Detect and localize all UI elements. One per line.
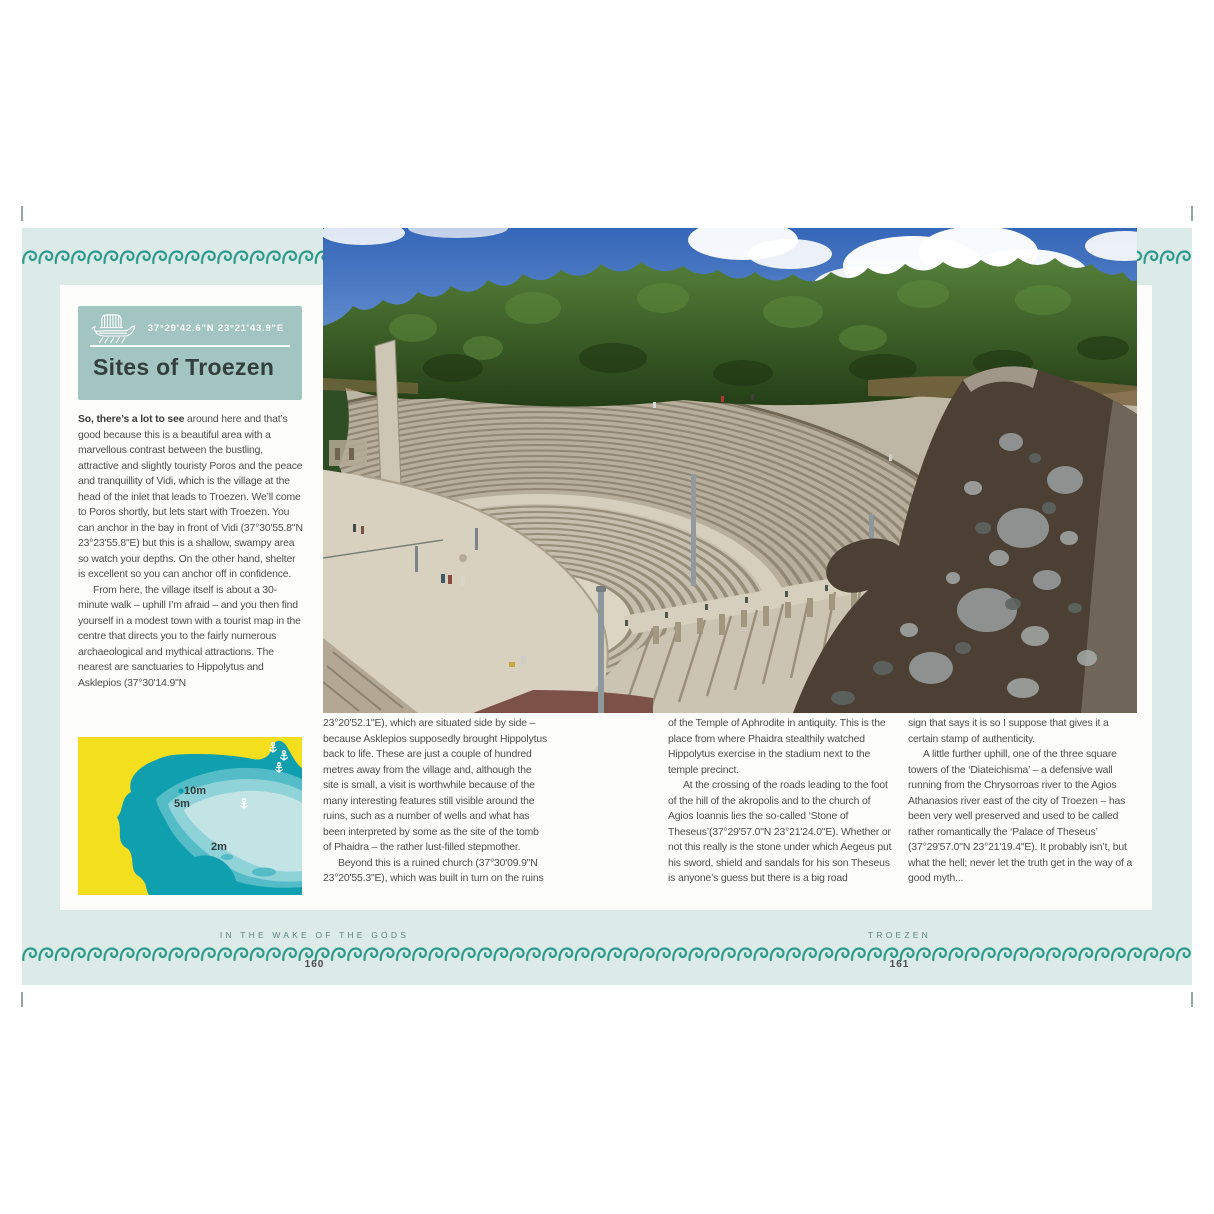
col3-paragraph-1: of the Temple of Aphrodite in antiquity. This is the place from where Phaidra stealthily watched Hippolytus exercise in the stadium next to the temple precinct. [668,718,886,776]
intro-paragraph-2: From here, the village itself is about a 30-minute walk – uphill I’m afraid – and you then find yourself in a modest town with a tourist map in the centre that directs you to the fairly numerous archaeological and mythical attractions. The nearest are sanctuaries to Hippolytus and Asklepios (37°30'14.9"N [78,584,301,689]
page-title: Sites of Troezen [93,354,275,380]
map-shoal-2 [221,854,233,860]
text-column-2 [323,716,549,887]
text-column-3 [668,716,894,887]
intro-paragraph-1 [78,412,304,583]
intro-column [78,412,304,691]
col2-paragraph-2: Beyond this is a ruined church (37°30'09.9"N 23°20'55.3"E), which was built in turn on the ruins [323,857,544,884]
col4-paragraph-1: sign that says it is so I suppose that gives it a certain stamp of authenticity. [908,718,1109,745]
header-rule [90,345,290,347]
depth-label-5m: 5m [174,798,190,810]
intro-lead: So, there’s a lot to see [78,414,185,425]
col2-paragraph-1: 23°20'52.1"E), which are situated side by side – because Asklepios supposedly brought Hippolytus back to life. These are just a couple of hundred metres away from the village and, although the site is small, a visit is worthwhile because of the many interesting features still visible around the ruins, such as a number of wells and what has been interpreted by some as the site of the tomb of Phaidra – the rather lust-filled stepmother. [323,718,547,853]
greek-galley-icon [89,312,137,348]
book-spread [22,228,1192,985]
text-column-4 [908,716,1134,887]
anchorage-depth-map [78,737,302,895]
intro-paragraph-1-rest: around here and that’s good because this is a beautiful area with a marvellous contrast between the bustling, attractive and slightly touristy Poros and the peace and tranquillity of Vidi, which is the village at the head of the inlet that leads to Troezen. We’ll come to Poros shortly, but lets start with Troezen. You can anchor in the bay in front of Vidi (37°30'55.8"N 23°23'55.8"E) but this is a shallow, swampy area so watch your depths. On the other hand, shelter is excellent so you can anchor off in confidence. [78,414,303,580]
col4-paragraph-2: A little further uphill, one of the three square towers of the ‘Diateichisma’ – a defensive wall running from the Chrysorroas river to the Agios Athanasios river east of the city of Troezen – has been very well preserved and used to be called rather romantically the ‘Palace of Theseus’ (37°29'57.0"N 23°21'19.4"E). It probably isn’t, but what the hell; never let the truth get in the way of a good myth... [908,749,1133,884]
crop-mark-bottom-left [21,992,23,1007]
crop-mark-top-right [1191,206,1193,221]
page-number-left: 160 [304,959,325,970]
crop-mark-bottom-right [1191,992,1193,1007]
crop-mark-top-left [21,206,23,221]
photo-distant-ruin [329,440,367,466]
map-shoal-1 [252,868,276,877]
depth-label-10m: 10m [184,785,207,797]
theatre-photograph [323,228,1137,713]
col3-paragraph-2: At the crossing of the roads leading to the foot of the hill of the akropolis and to the church of Agios Ioannis lies the so-called ‘Stone of Theseus’(37°29'57.0"N 23°21'24.0"E). Whether or not this really is the stone under which Aegeus put his sword, shield and sandals for his son Theseus is anyone’s guess but there is a big road [668,780,892,884]
map-islet [178,788,183,793]
page-number-right: 161 [889,959,910,970]
header-coordinates: 37°29'42.6"N 23°21'43.9"E [147,323,284,334]
running-head-left: IN THE WAKE OF THE GODS [219,930,410,940]
running-head-right: TROEZEN [867,930,931,940]
depth-label-2m: 2m [211,841,227,853]
section-header-box [78,306,302,400]
